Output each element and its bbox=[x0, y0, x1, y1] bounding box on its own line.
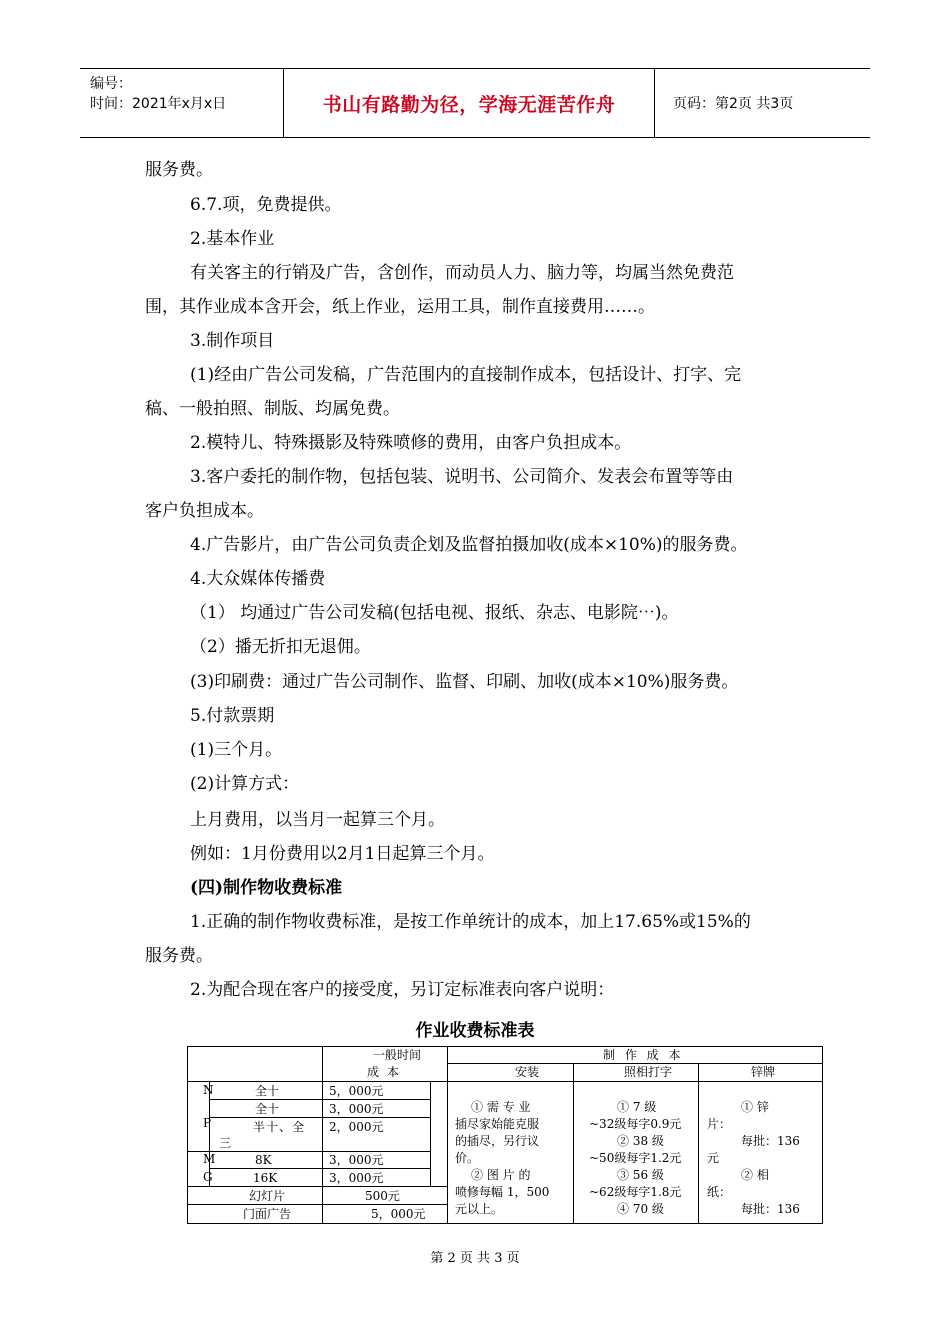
photo-line: ④ 70 级 bbox=[617, 1202, 664, 1216]
zinc-line: 每批：136 bbox=[741, 1202, 800, 1216]
install-line: 元以上。 bbox=[455, 1202, 504, 1216]
col-install-header: 安装 bbox=[515, 1065, 540, 1079]
row-label-wrap: 三 bbox=[219, 1136, 232, 1150]
photo-line: ~32级每字0.9元 bbox=[589, 1117, 682, 1131]
doc-number-label: 编号： bbox=[90, 76, 132, 92]
body-line: 稿、一般拍照、制版、均属免费。 bbox=[145, 399, 400, 419]
install-line: 的插尽，另行议 bbox=[455, 1134, 540, 1148]
body-line: (3)印刷费：通过广告公司制作、监督、印刷、加收(成本×10%)服务费。 bbox=[190, 672, 739, 692]
group-np-letter: N bbox=[203, 1083, 214, 1097]
row-value: 500元 bbox=[365, 1189, 400, 1203]
body-line: 3.客户委托的制作物，包括包装、说明书、公司简介、发表会布置等等由 bbox=[190, 467, 734, 487]
body-line: 6.7.项，免费提供。 bbox=[190, 195, 342, 215]
row-value: 3，000元 bbox=[329, 1171, 384, 1185]
header-motto-cell bbox=[284, 69, 655, 137]
install-line: ① 需 专 业 bbox=[471, 1100, 531, 1114]
header-general-cost: 成 本 bbox=[367, 1065, 401, 1079]
row-label: 门面广告 bbox=[243, 1207, 292, 1221]
install-line: 插尽家始能克服 bbox=[455, 1117, 540, 1131]
doc-time-label: 时间：2021年x月x日 bbox=[90, 96, 227, 112]
row-label: 半十、全 bbox=[253, 1120, 306, 1134]
header-page-info bbox=[663, 69, 870, 137]
section-heading: 2.基本作业 bbox=[190, 229, 275, 249]
body-line: 4.广告影片，由广告公司负责企划及监督拍摄加收(成本×10%)的服务费。 bbox=[190, 535, 748, 555]
body-line: 例如：1月份费用以2月1日起算三个月。 bbox=[190, 844, 495, 864]
body-line: 有关客主的行销及广告，含创作，而动员人力、脑力等，均属当然免费范 bbox=[190, 263, 734, 283]
photo-line: ③ 56 级 bbox=[617, 1168, 664, 1182]
col-photo-header: 照相打字 bbox=[624, 1065, 673, 1079]
body-line: 1.正确的制作物收费标准，是按工作单统计的成本，加上17.65%或15%的 bbox=[190, 912, 751, 932]
zinc-line: ① 锌 bbox=[741, 1100, 769, 1114]
body-line: 客户负担成本。 bbox=[145, 501, 264, 521]
body-line: 上月费用，以当月一起算三个月。 bbox=[190, 810, 445, 830]
page-footer: 第 2 页 共 3 页 bbox=[430, 1251, 520, 1266]
body-line: (1)三个月。 bbox=[190, 740, 283, 760]
header-production-cost: 制 作 成 本 bbox=[603, 1048, 684, 1062]
body-line: (2)计算方式： bbox=[190, 774, 300, 794]
row-label: 全十 bbox=[255, 1084, 280, 1098]
row-label: 全十 bbox=[255, 1102, 280, 1116]
section-heading-bold: (四)制作物收费标准 bbox=[190, 878, 343, 898]
body-line: 服务费。 bbox=[145, 946, 213, 966]
photo-line: ② 38 级 bbox=[617, 1134, 664, 1148]
body-line: 2.模特儿、特殊摄影及特殊喷修的费用，由客户负担成本。 bbox=[190, 433, 632, 453]
photo-line: ~62级每字1.8元 bbox=[589, 1185, 682, 1199]
row-value: 5，000元 bbox=[329, 1084, 384, 1098]
zinc-line: 每批：136 bbox=[741, 1134, 800, 1148]
header-general-time: 一般时间 bbox=[373, 1048, 422, 1062]
body-line: （1） 均通过广告公司发稿(包括电视、报纸、杂志、电影院⋯)。 bbox=[190, 603, 679, 623]
body-line: （2）播无折扣无退佣。 bbox=[190, 637, 371, 657]
row-value: 3，000元 bbox=[329, 1153, 384, 1167]
zinc-line: 元 bbox=[707, 1151, 720, 1165]
install-line: ② 图 片 的 bbox=[471, 1168, 531, 1182]
group-np-letter: P bbox=[203, 1116, 212, 1130]
group-mg-letter: M bbox=[203, 1152, 216, 1166]
page-info-text: 页码：第2页 共3页 bbox=[673, 96, 794, 112]
fee-standard-table bbox=[187, 1046, 823, 1224]
row-label: 幻灯片 bbox=[249, 1189, 286, 1203]
group-mg-letter: G bbox=[203, 1170, 213, 1184]
section-heading: 5.付款票期 bbox=[190, 706, 275, 726]
row-label: 8K bbox=[255, 1153, 272, 1167]
body-line: 围，其作业成本含开会，纸上作业，运用工具，制作直接费用……。 bbox=[145, 297, 655, 317]
section-heading: 3.制作项目 bbox=[190, 331, 275, 351]
row-label: 16K bbox=[253, 1171, 278, 1185]
zinc-line: 纸： bbox=[707, 1185, 732, 1199]
row-value: 3，000元 bbox=[329, 1102, 384, 1116]
body-line: (1)经由广告公司发稿，广告范围内的直接制作成本，包括设计、打字、完 bbox=[190, 365, 742, 385]
body-line: 服务费。 bbox=[145, 160, 213, 180]
col-zinc-header: 锌牌 bbox=[751, 1065, 776, 1079]
row-value: 2，000元 bbox=[329, 1120, 384, 1134]
zinc-line: ② 相 bbox=[741, 1168, 769, 1182]
page-header bbox=[80, 68, 870, 138]
install-line: 喷修每幅 1，500 bbox=[455, 1185, 550, 1199]
photo-line: ~50级每字1.2元 bbox=[589, 1151, 682, 1165]
section-heading: 4.大众媒体传播费 bbox=[190, 569, 326, 589]
header-motto: 书山有路勤为径，学海无涯苦作舟 bbox=[322, 93, 616, 116]
table-title: 作业收费标准表 bbox=[415, 1021, 535, 1041]
photo-line: ① 7 级 bbox=[617, 1100, 657, 1114]
body-line: 2.为配合现在客户的接受度，另订定标准表向客户说明： bbox=[190, 980, 615, 1000]
row-value: 5，000元 bbox=[371, 1207, 426, 1221]
install-line: 价。 bbox=[455, 1151, 480, 1165]
header-meta bbox=[80, 69, 284, 137]
zinc-line: 片： bbox=[707, 1117, 732, 1131]
